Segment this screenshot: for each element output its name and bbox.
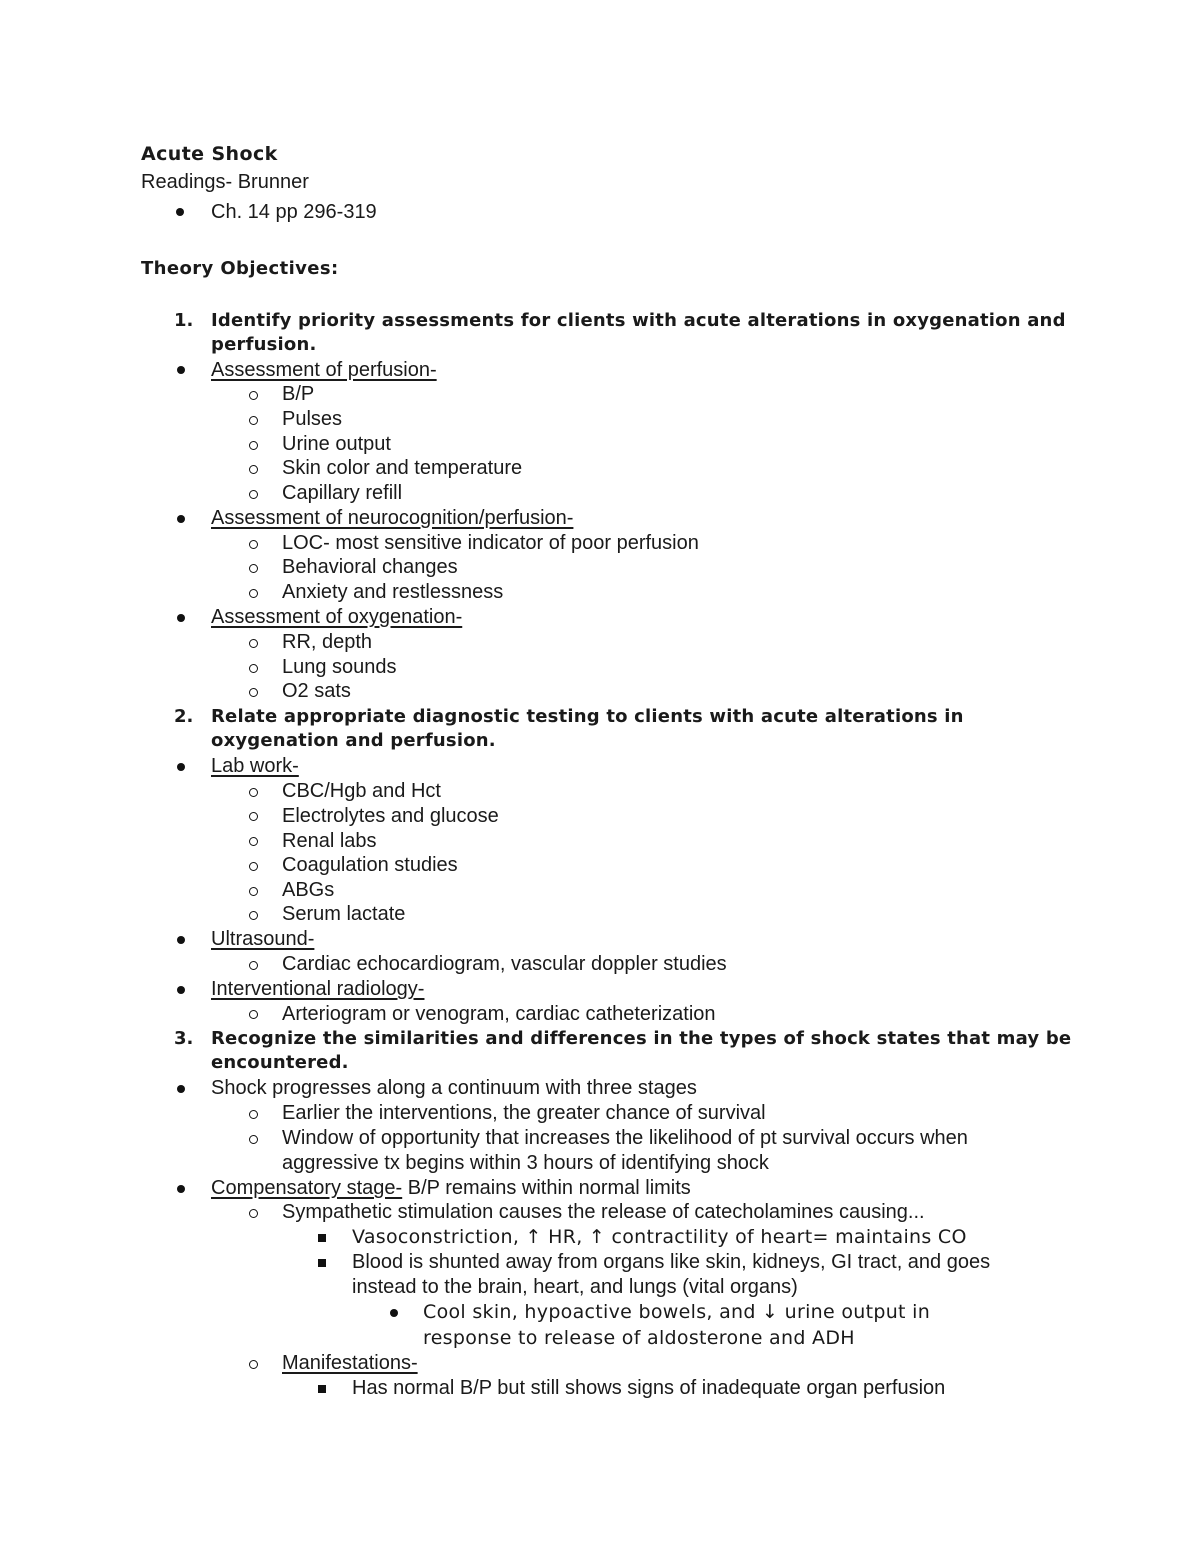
list-item: Earlier the interventions, the greater chance of survival <box>282 1102 766 1124</box>
bullet-circle <box>249 490 258 499</box>
list-item-continued: aggressive tx begins within 3 hours of identifying shock <box>282 1152 769 1174</box>
bullet-dot <box>177 1085 185 1093</box>
objective-1-number: 1. <box>174 310 194 331</box>
list-item: Behavioral changes <box>282 556 458 578</box>
list-item: Skin color and temperature <box>282 457 523 479</box>
bullet-circle <box>249 862 258 871</box>
objective-2-number: 2. <box>174 706 194 727</box>
bullet-square <box>318 1234 326 1242</box>
bullet-circle <box>249 589 258 598</box>
perfusion-label: Assessment of perfusion- <box>211 359 437 381</box>
list-item: Anxiety and restlessness <box>282 581 504 603</box>
list-item: Blood is shunted away from organs like skin, kidneys, GI tract, and goes <box>352 1251 991 1273</box>
bullet-square <box>318 1259 326 1267</box>
bullet-dot <box>177 936 185 944</box>
bullet-circle <box>249 887 258 896</box>
list-item-continued: instead to the brain, heart, and lungs (vital organs) <box>352 1276 798 1298</box>
objective-3-number: 3. <box>174 1028 194 1049</box>
list-item: LOC- most sensitive indicator of poor perfusion <box>282 532 699 554</box>
bullet-dot <box>176 208 184 216</box>
list-item: B/P <box>282 383 315 405</box>
bullet-circle <box>249 416 258 425</box>
lab-work-label: Lab work- <box>211 755 299 777</box>
bullet-dot <box>177 763 185 771</box>
list-item: Cardiac echocardiogram, vascular doppler studies <box>282 953 727 975</box>
list-item: Serum lactate <box>282 903 406 925</box>
list-item: RR, depth <box>282 631 373 653</box>
list-item-continued: response to release of aldosterone and ADH <box>423 1327 855 1349</box>
bullet-dot <box>390 1309 398 1317</box>
bullet-dot <box>177 614 185 622</box>
bullet-circle <box>249 961 258 970</box>
bullet-circle <box>249 664 258 673</box>
manifestations-label: Manifestations- <box>282 1352 418 1374</box>
progress-text: Shock progresses along a continuum with three stages <box>211 1077 697 1099</box>
bullet-circle <box>249 812 258 821</box>
bullet-circle <box>249 465 258 474</box>
bullet-circle <box>249 1360 258 1369</box>
bullet-circle <box>249 788 258 797</box>
bullet-circle <box>249 540 258 549</box>
bullet-circle <box>249 639 258 648</box>
compensatory-text: B/P remains within normal limits <box>402 1177 691 1199</box>
interventional-radiology-label: Interventional radiology- <box>211 978 425 1000</box>
readings-label: Readings- Brunner <box>141 171 309 193</box>
bullet-circle <box>249 1110 258 1119</box>
objective-3-line2: encountered. <box>211 1052 349 1073</box>
list-item: Urine output <box>282 433 391 455</box>
neurocognition-label: Assessment of neurocognition/perfusion- <box>211 507 574 529</box>
compensatory-line <box>211 1176 691 1200</box>
bullet-circle <box>249 391 258 400</box>
list-item: O2 sats <box>282 680 351 702</box>
list-item: Cool skin, hypoactive bowels, and ↓ urine output in <box>423 1301 931 1323</box>
list-item: Electrolytes and glucose <box>282 805 499 827</box>
objective-2-line1: Relate appropriate diagnostic testing to clients with acute alterations in <box>211 706 964 727</box>
bullet-circle <box>249 911 258 920</box>
bullet-circle <box>249 441 258 450</box>
list-item: ABGs <box>282 879 335 901</box>
list-item: Window of opportunity that increases the likelihood of pt survival occurs when <box>282 1127 968 1149</box>
bullet-dot <box>177 1185 185 1193</box>
ultrasound-label: Ultrasound- <box>211 928 315 950</box>
bullet-dot <box>177 986 185 994</box>
bullet-circle <box>249 564 258 573</box>
readings-item: Ch. 14 pp 296-319 <box>211 201 377 223</box>
bullet-circle <box>249 1010 258 1019</box>
list-item: Capillary refill <box>282 482 403 504</box>
list-item: Vasoconstriction, ↑ HR, ↑ contractility of heart= maintains CO <box>352 1226 967 1248</box>
bullet-circle <box>249 688 258 697</box>
objective-1-line2: perfusion. <box>211 334 317 355</box>
bullet-dot <box>177 366 185 374</box>
bullet-square <box>318 1385 326 1393</box>
objective-1-line1: Identify priority assessments for clients with acute alterations in oxygenation and <box>211 310 1066 331</box>
bullet-dot <box>177 515 185 523</box>
objective-2-line2: oxygenation and perfusion. <box>211 730 496 751</box>
bullet-circle <box>249 837 258 846</box>
list-item: Renal labs <box>282 830 377 852</box>
list-item: CBC/Hgb and Hct <box>282 780 441 802</box>
list-item: Arteriogram or venogram, cardiac catheterization <box>282 1003 716 1025</box>
list-item: Sympathetic stimulation causes the release of catecholamines causing... <box>282 1201 925 1223</box>
list-item: Coagulation studies <box>282 854 458 876</box>
objectives-heading: Theory Objectives: <box>141 258 339 279</box>
list-item: Has normal B/P but still shows signs of inadequate organ perfusion <box>352 1377 946 1399</box>
bullet-circle <box>249 1209 258 1218</box>
oxygenation-label: Assessment of oxygenation- <box>211 606 463 628</box>
compensatory-label: Compensatory stage- <box>211 1177 403 1199</box>
bullet-circle <box>249 1135 258 1144</box>
document-title: Acute Shock <box>141 143 278 165</box>
list-item: Lung sounds <box>282 656 397 678</box>
objective-3-line1: Recognize the similarities and differences in the types of shock states that may be <box>211 1028 1072 1049</box>
list-item: Pulses <box>282 408 343 430</box>
